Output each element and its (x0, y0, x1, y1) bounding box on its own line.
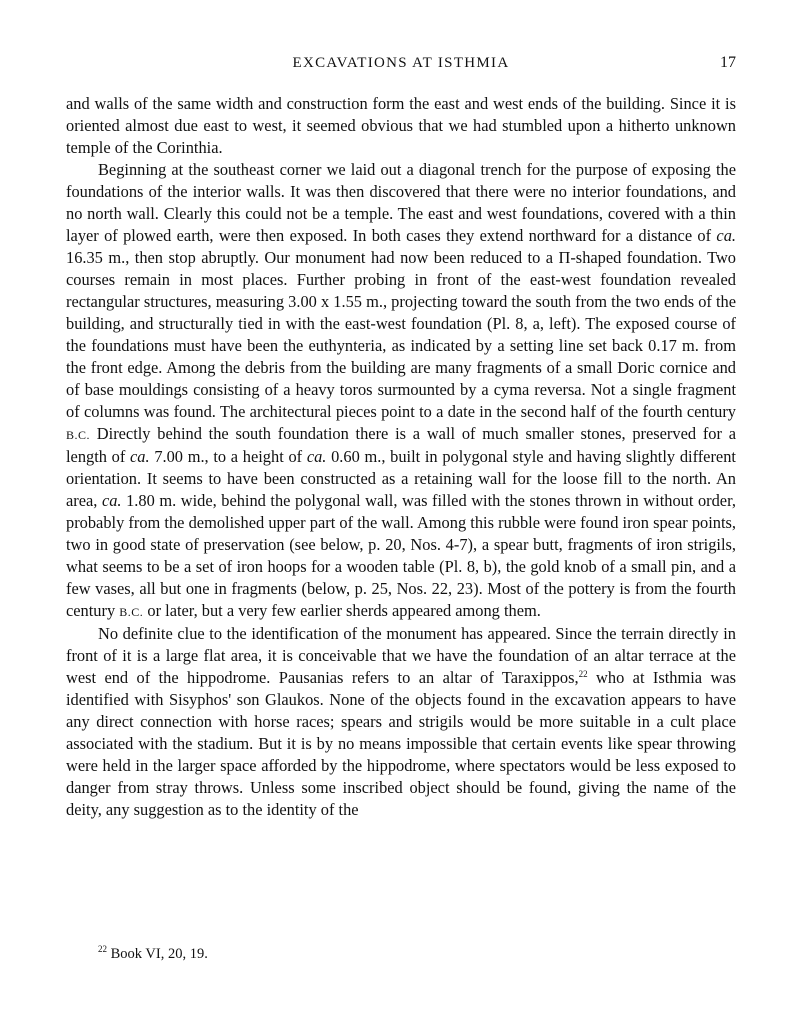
paragraph-3 (66, 623, 736, 821)
abbrev-ca: ca. (306, 447, 327, 466)
paragraph-1 (66, 93, 736, 159)
paragraph-3-text-a: No definite clue to the identification of the monument has appeared. Since the terrain directly in front of it is a large flat area, it is conceivable that we have the foundation of an altar terrace at the west end of the hippodrome. Pausanias refers to an altar of Taraxippos, (66, 624, 736, 687)
paragraph-3-text-b: who at Isthmia was identified with Sisyphos' son Glaukos. None of the objects found in the excavation appears to have any direct connection with horse races; spears and strigils would be more suitable in a cult place associated with the stadium. But it is by no means impossible that certain events like spear throwing were held in the larger space afforded by the hippodrome, where spectators would be less exposed to danger from stray throws. Unless some inscribed object should be found, giving the name of the deity, any suggestion as to the identity of the (66, 668, 736, 819)
abbrev-ca: ca. (716, 226, 736, 245)
abbrev-bc: B.C. (66, 428, 91, 442)
paragraph-2-text-b: 16.35 m., then stop abruptly. Our monument had now been reduced to a Π-shaped foundation. Two courses remain in most places. Further probing in front of the east-west foundation revealed rectangular structures, measuring 3.00 x 1.55 m., projecting toward the south from the two ends of the building, and structurally tied in with the east-west foundation (Pl. 8, a, left). The exposed course of the foundations must have been the euthynteria, as indicated by a setting line set back 0.17 m. from the front edge. Among the debris from the building are many fragments of a small Doric cornice and of base mouldings consisting of a heavy toros surmounted by a cyma reversa. Not a single fragment of columns was found. The architectural pieces point to a date in the second half of the fourth century (66, 248, 736, 421)
footnote-reference[interactable]: 22 (578, 669, 588, 679)
paragraph-2 (66, 159, 736, 623)
paragraph-2-text-c: Directly behind the south foundation there is a wall of much smaller stones, preserved for a length of (66, 424, 736, 466)
footnote-text: Book VI, 20, 19. (110, 946, 208, 962)
abbrev-ca: ca. (130, 447, 150, 466)
abbrev-bc: B.C. (119, 605, 144, 619)
page-number: 17 (720, 54, 736, 71)
paragraph-2-text-g: or later, but a very few earlier sherds appeared among them. (147, 601, 541, 620)
body-text (66, 93, 736, 821)
paragraph-2-text-a: Beginning at the southeast corner we laid out a diagonal trench for the purpose of exposing the foundations of the interior walls. It was then discovered that there were no interior foundations, and no north wall. Clearly this could not be a temple. The east and west foundations, covered with a thin layer of plowed earth, were then exposed. In both cases they extend northward for a distance of (66, 160, 736, 245)
paragraph-2-text-e: 0.60 m., built in polygonal style and having slightly different orientation. It seems to have been constructed as a retaining wall for the loose fill to the north. An area, (66, 447, 736, 510)
paragraph-2-text-d: 7.00 m., to a height of (154, 447, 303, 466)
running-header (66, 55, 736, 77)
paragraph-1-text: and walls of the same width and construction form the east and west ends of the building. Since it is oriented almost due east to west, it seemed obvious that we had stumbled upon a hitherto unknown temple of the Corinthia. (66, 94, 736, 157)
footnote-number: 22 (98, 944, 107, 954)
running-title: EXCAVATIONS AT ISTHMIA (292, 55, 510, 71)
abbrev-ca: ca. (101, 491, 122, 510)
paragraph-2-text-f: 1.80 m. wide, behind the polygonal wall, was filled with the stones thrown in without order, probably from the demolished upper part of the wall. Among this rubble were found iron spear points, two in good state of preservation (see below, p. 20, Nos. 4-7), a spear butt, fragments of iron strigils, what seems to be a set of iron hoops for a wooden table (Pl. 8, b), the gold knob of a small pin, and a few vases, all but one in fragments (below, p. 25, Nos. 22, 23). Most of the pottery is from the fourth century (66, 491, 736, 620)
footnote (98, 946, 208, 963)
